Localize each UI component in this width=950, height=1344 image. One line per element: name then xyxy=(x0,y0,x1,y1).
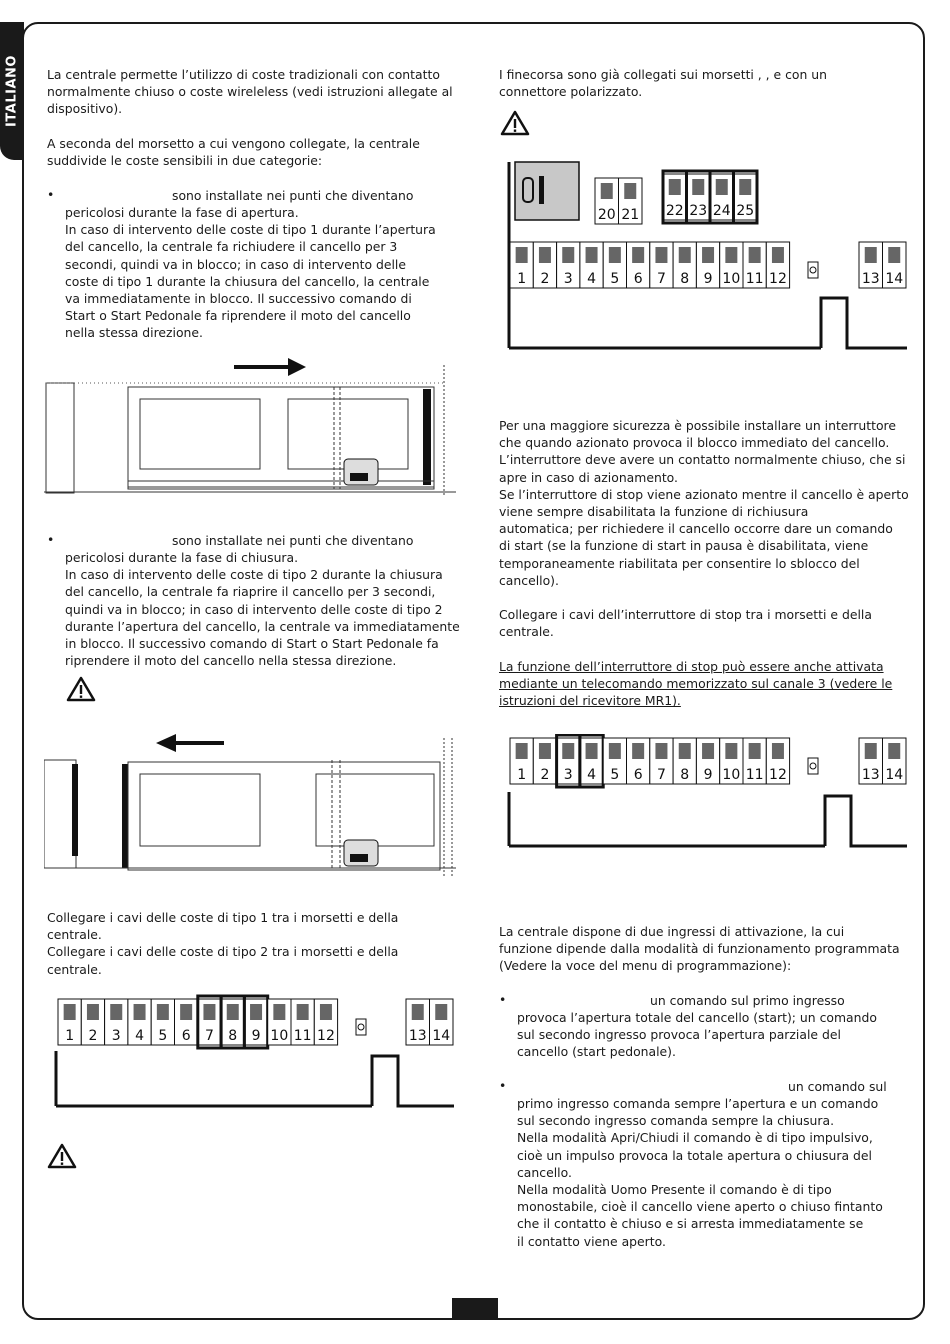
terminal-22 xyxy=(663,174,687,220)
terminal-label: 13 xyxy=(861,767,880,783)
terminal-label: 2 xyxy=(540,271,550,287)
terminal-20 xyxy=(595,178,619,224)
terminal-6 xyxy=(627,242,650,288)
terminal-label: 11 xyxy=(745,767,764,783)
mode2-first-line: un comando sul xyxy=(788,1079,887,1094)
terminal-label: 23 xyxy=(689,203,708,219)
warning-icon xyxy=(500,110,530,136)
terminal-13 xyxy=(406,999,430,1045)
terminal-label: 11 xyxy=(293,1028,312,1044)
mode1-paragraph: provoca l’apertura totale del cancello (start); un comando sul secondo ingresso provoca l’apertura parziale del cancello (start pedonale). xyxy=(517,1010,877,1060)
stop-remote-text: La funzione dell’interruttore di stop può essere anche attivata mediante un telecomando memorizzato sul canale 3 (vedere le istruzioni del ricevitore MR1). xyxy=(499,659,893,709)
bullet-mode2: • xyxy=(499,1078,507,1093)
terminal-label: 1 xyxy=(65,1028,75,1044)
terminal-10 xyxy=(268,999,291,1045)
terminal-label: 24 xyxy=(712,203,731,219)
terminal-10 xyxy=(720,242,743,288)
terminal-label: 12 xyxy=(769,767,787,783)
type1-first-line: sono installate nei punti che diventano xyxy=(172,188,414,203)
mode1-first-line: un comando sul primo ingresso xyxy=(650,993,845,1008)
terminal-label: 10 xyxy=(722,271,741,287)
terminal-1 xyxy=(510,242,533,288)
warning-icon xyxy=(66,676,96,702)
terminal-label: 7 xyxy=(204,1028,214,1044)
terminal-block-stop xyxy=(503,734,907,852)
terminal-11 xyxy=(291,999,314,1045)
type2-first-line: sono installate nei punti che diventano xyxy=(172,533,414,548)
terminal-label: 10 xyxy=(270,1028,289,1044)
language-tab xyxy=(0,22,24,160)
terminal-block-limit xyxy=(503,158,907,356)
terminal-23 xyxy=(687,174,711,220)
terminal-label: 4 xyxy=(135,1028,145,1044)
terminal-label: 4 xyxy=(587,271,597,287)
terminal-8 xyxy=(673,242,696,288)
terminal-label: 20 xyxy=(597,207,616,223)
terminal-3 xyxy=(105,999,128,1045)
terminal-2 xyxy=(533,738,556,784)
terminal-6 xyxy=(175,999,198,1045)
terminal-label: 9 xyxy=(251,1028,261,1044)
terminal-2 xyxy=(533,242,556,288)
terminal-1 xyxy=(510,738,533,784)
fuse-icon xyxy=(808,262,818,278)
stop-connect-text: Collegare i cavi dell’interruttore di stop tra i morsetti e della centrale. xyxy=(499,607,872,640)
terminal-label: 10 xyxy=(722,767,741,783)
terminal-24 xyxy=(710,174,734,220)
terminal-block-coste xyxy=(52,993,454,1111)
fuse-icon xyxy=(356,1019,366,1035)
bullet-type1: • xyxy=(47,187,55,202)
gate-closing-illustration xyxy=(44,730,456,882)
categories-intro: A seconda del morsetto a cui vengono collegate, la centrale suddivide le coste sensibili in due categorie: xyxy=(47,136,420,169)
terminal-9 xyxy=(244,999,267,1045)
terminal-label: 1 xyxy=(517,767,527,783)
terminal-11 xyxy=(743,738,766,784)
terminal-label: 13 xyxy=(408,1028,427,1044)
terminal-12 xyxy=(766,242,789,288)
terminal-1 xyxy=(58,999,81,1045)
terminal-label: 25 xyxy=(736,203,755,219)
terminal-label: 1 xyxy=(517,271,527,287)
terminal-label: 8 xyxy=(680,767,690,783)
terminal-label: 12 xyxy=(317,1028,335,1044)
terminal-label: 6 xyxy=(633,767,643,783)
warning-icon xyxy=(47,1143,77,1169)
activation-text: La centrale dispone di due ingressi di attivazione, la cui funzione dipende dalla modalità di funzionamento programmata (Vedere la voce del menu di programmazione): xyxy=(499,924,900,974)
terminal-label: 13 xyxy=(861,271,880,287)
terminal-11 xyxy=(743,242,766,288)
terminal-21 xyxy=(619,178,643,224)
terminal-5 xyxy=(603,242,626,288)
bullet-type2: • xyxy=(47,532,55,547)
language-label: ITALIANO xyxy=(4,55,20,127)
bullet-mode1: • xyxy=(499,992,507,1007)
terminal-9 xyxy=(696,738,719,784)
terminal-label: 7 xyxy=(656,271,666,287)
terminal-7 xyxy=(650,242,673,288)
terminal-5 xyxy=(603,738,626,784)
terminal-label: 4 xyxy=(587,767,597,783)
terminal-label: 3 xyxy=(111,1028,121,1044)
limit-switch-text: I finecorsa sono già collegati sui morsetti , , e con un connettore polarizzato. xyxy=(499,67,828,100)
terminal-label: 14 xyxy=(885,767,904,783)
terminal-label: 6 xyxy=(181,1028,191,1044)
terminal-label: 8 xyxy=(680,271,690,287)
terminal-label: 14 xyxy=(432,1028,451,1044)
terminal-label: 5 xyxy=(610,767,620,783)
terminal-6 xyxy=(627,738,650,784)
terminal-3 xyxy=(557,738,580,784)
terminal-label: 9 xyxy=(703,271,713,287)
terminal-14 xyxy=(883,738,907,784)
terminal-2 xyxy=(81,999,104,1045)
terminal-9 xyxy=(696,242,719,288)
intro-paragraph: La centrale permette l’utilizzo di coste tradizionali con contatto normalmente chiuso o coste wireleless (vedi istruzioni allegate al dispositivo). xyxy=(47,67,453,117)
terminal-label: 2 xyxy=(88,1028,98,1044)
terminal-8 xyxy=(673,738,696,784)
terminal-12 xyxy=(314,999,337,1045)
terminal-label: 14 xyxy=(885,271,904,287)
terminal-label: 2 xyxy=(540,767,550,783)
type1-paragraph: pericolosi durante la fase di apertura. In caso di intervento delle coste di tipo 1 durante l’apertura del cancello, la centrale fa richiudere il cancello per 3 secondi, quindi va in blocco; in caso di intervento delle coste di tipo 1 durante la chiusura del cancello, la centrale va immediatamente in blocco. Il successivo comando di Start o Start Pedonale fa riprendere il moto del cancello nella stessa direzione. xyxy=(65,205,436,341)
terminal-label: 8 xyxy=(228,1028,238,1044)
terminal-4 xyxy=(128,999,151,1045)
terminal-3 xyxy=(557,242,580,288)
terminal-7 xyxy=(198,999,221,1045)
terminal-label: 12 xyxy=(769,271,787,287)
terminal-label: 7 xyxy=(656,767,666,783)
terminal-4 xyxy=(580,738,603,784)
page-number-box xyxy=(452,1298,498,1320)
type2-paragraph: pericolosi durante la fase di chiusura. In caso di intervento delle coste di tipo 2 durante la chiusura del cancello, la centrale fa riaprire il cancello per 3 secondi, quindi va in blocco; in caso di intervento delle coste di tipo 2 durante l’apertura del cancello, la centrale va immediatamente in blocco. Il successivo comando di Start o Start Pedonale fa riprendere il moto del cancello nella stessa direzione. xyxy=(65,550,460,669)
terminal-label: 5 xyxy=(610,271,620,287)
terminal-4 xyxy=(580,242,603,288)
terminal-12 xyxy=(766,738,789,784)
gate-opening-illustration xyxy=(44,355,456,500)
terminal-14 xyxy=(883,242,907,288)
terminal-7 xyxy=(650,738,673,784)
terminal-13 xyxy=(859,242,883,288)
terminal-14 xyxy=(430,999,454,1045)
terminal-label: 3 xyxy=(563,767,573,783)
terminal-label: 3 xyxy=(563,271,573,287)
terminal-25 xyxy=(734,174,758,220)
mode2-paragraph: primo ingresso comanda sempre l’apertura e un comando sul secondo ingresso comanda sempre la chiusura. Nella modalità Apri/Chiudi il comando è di tipo impulsivo, cioè un impulso provoca la totale apertura o chiusura del cancello. Nella modalità Uomo Presente il comando è di tipo monostabile, cioè il cancello viene aperto o chiuso fintanto che il contatto è chiuso e si arresta immediatamente se il contatto viene aperto. xyxy=(517,1096,883,1249)
terminal-13 xyxy=(859,738,883,784)
terminal-label: 11 xyxy=(745,271,764,287)
terminal-label: 6 xyxy=(633,271,643,287)
terminal-label: 5 xyxy=(158,1028,168,1044)
terminal-label: 22 xyxy=(665,203,684,219)
stop-switch-text: Per una maggiore sicurezza è possibile installare un interruttore che quando azionato provoca il blocco immediato del cancello. L’interruttore deve avere un contatto normalmente chiuso, che si apre in caso di azionamento. Se l’interruttore di stop viene azionato mentre il cancello è aperto viene sempre disabilitata la funzione di richiusura automatica; per richiedere il cancello occorre dare un comando di start (se la funzione di start in pausa è disabilitata, viene temporaneamente riabilitata per consentire lo sblocco del cancello). xyxy=(499,418,909,588)
fuse-icon xyxy=(808,758,818,774)
terminal-10 xyxy=(720,738,743,784)
terminal-label: 21 xyxy=(621,207,640,223)
terminal-8 xyxy=(221,999,244,1045)
terminal-label: 9 xyxy=(703,767,713,783)
terminal-5 xyxy=(151,999,174,1045)
connect-coste: Collegare i cavi delle coste di tipo 1 tra i morsetti e della centrale. Collegare i cavi delle coste di tipo 2 tra i morsetti e della centrale. xyxy=(47,910,399,977)
